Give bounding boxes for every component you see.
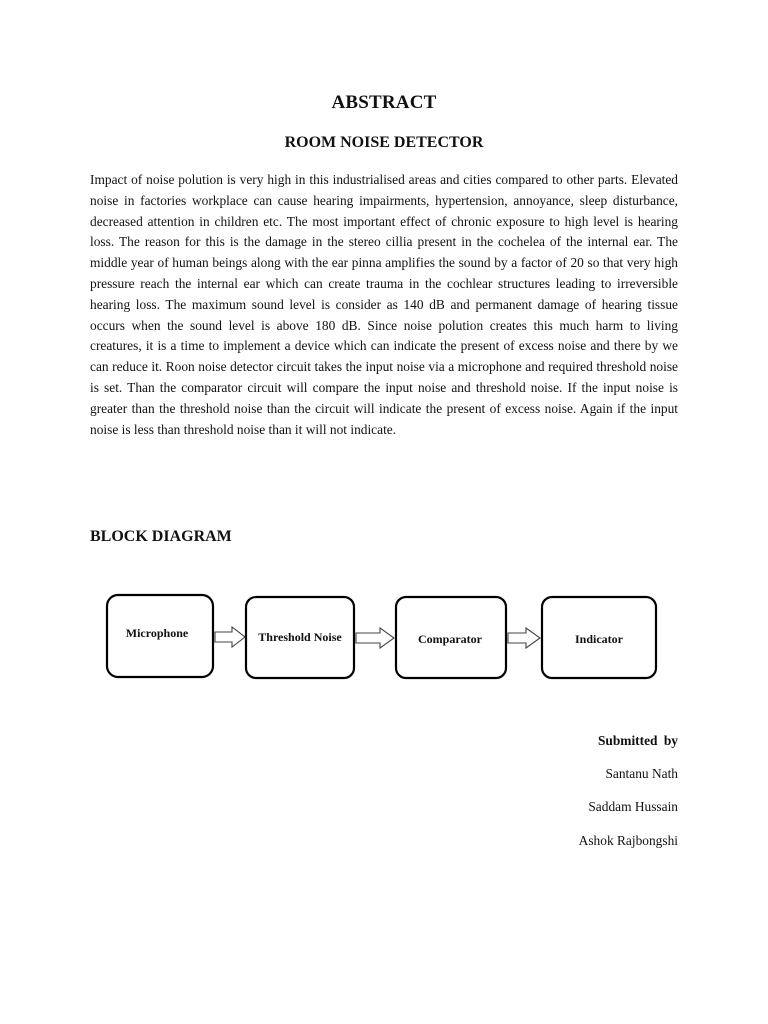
diagram-block-label: Threshold Noise [258,630,342,644]
diagram-block-label: Indicator [575,632,623,646]
diagram-block-label: Comparator [418,632,482,646]
page-title: ABSTRACT [331,92,437,113]
block-diagram [100,588,666,684]
block-diagram-heading: BLOCK DIAGRAM [90,528,232,545]
abstract-paragraph: Impact of noise polution is very high in this industrialised areas and cities compared to other parts. Elevated noise in factories workplace can cause hearing impairments, hypertension, annoyance, sleep disturbance, decreased attention in children etc. The most important effect of chronic exposure to high level is hearing loss. The reason for this is the damage in the stereo cillia present in the cochelea of the internal ear. The middle year of human beings along with the ear pinna amplifies the sound by a factor of 20 so that very high pressure reach the internal ear which can create trauma in the cochlear structures leading to irreversible hearing loss. The maximum sound level is consider as 140 dB and permanent damage of hearing tissue occurs when the sound level is above 180 dB. Since noise polution creates this much harm to living creatures, it is a time to implement a device which can indicate the present of excess noise and there by we can reduce it. Roon noise detector circuit takes the input noise via a microphone and required threshold noise is set. Than the comparator circuit will compare the input noise and threshold noise. If the input noise is greater than the threshold noise than the circuit will indicate the present of excess noise. Again if the input noise is less than threshold noise than it will not indicate. [90,172,678,437]
diagram-arrow-icon [356,628,394,648]
diagram-block-threshold-noise [246,597,354,678]
diagram-block-comparator [396,597,506,678]
author-name: Santanu Nath [605,766,678,781]
author-name: Saddam Hussain [588,799,678,814]
diagram-block-microphone [107,595,213,677]
diagram-block-indicator [542,597,656,678]
diagram-arrow-icon [508,628,540,648]
diagram-arrow-icon [215,627,245,647]
submitted-by-label: Submitted by [597,733,678,748]
author-name: Ashok Rajbongshi [578,833,678,848]
document-subtitle: ROOM NOISE DETECTOR [284,134,484,151]
diagram-block-label: Microphone [125,626,189,640]
